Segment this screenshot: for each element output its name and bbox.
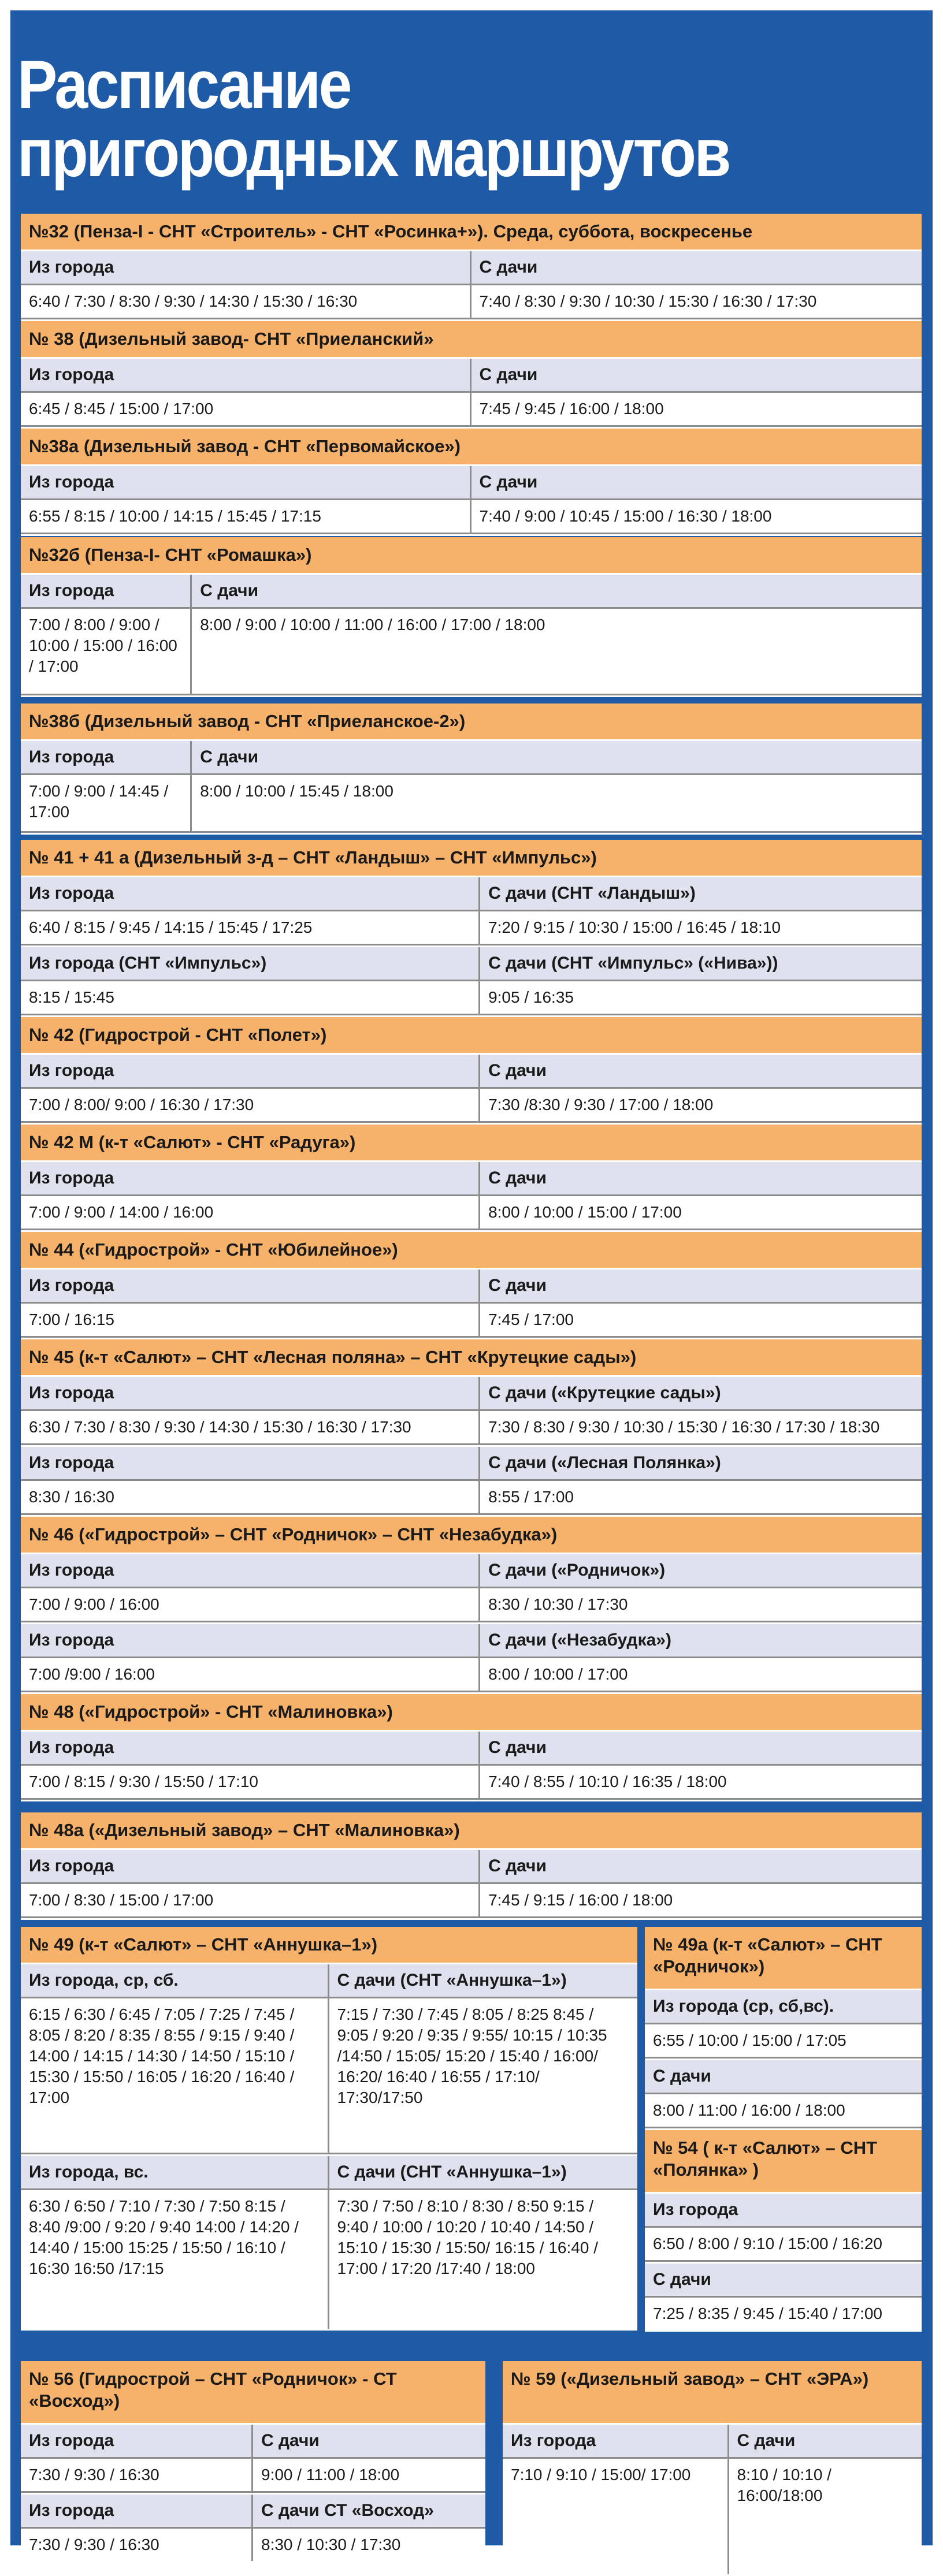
- from-dacha-label: С дачи: [471, 466, 922, 498]
- route-header: № 49 (к-т «Салют» – СНТ «Аннушка–1»): [21, 1927, 637, 1964]
- from-dacha-label: С дачи («Незабудка»): [480, 1624, 922, 1656]
- from-city-label: Из города: [503, 2425, 729, 2457]
- route-block-59: [503, 2361, 922, 2576]
- from-city-times: 7:00 / 16:15: [21, 1304, 480, 1338]
- from-city-label: Из города: [21, 1162, 480, 1194]
- from-dacha-label: С дачи: [729, 2425, 922, 2457]
- route-header: № 45 (к-т «Салют» – СНТ «Лесная поляна» – СНТ «Крутецкие сады»): [21, 1339, 922, 1377]
- from-dacha-times: 8:10 / 10:10 / 16:00/18:00: [729, 2459, 922, 2574]
- from-dacha-times: 8:30 / 10:30 / 17:30: [253, 2529, 485, 2561]
- from-dacha-times: 7:30 / 7:50 / 8:10 / 8:30 / 8:50 9:15 / 9:40 / 10:00 / 10:20 / 10:40 / 14:50 / 15:10 / 15:30 / 15:50/ 16:15 / 16:40 / 17:00 / 17:20 /17:40 / 18:00: [329, 2190, 638, 2329]
- from-dacha-times: 8:00 / 11:00 / 16:00 / 18:00: [645, 2094, 922, 2128]
- route-header: № 48 («Гидрострой» - СНТ «Малиновка»): [21, 1694, 922, 1732]
- from-dacha-label: С дачи (СНТ «Ландыш»): [480, 877, 922, 910]
- route-block-41-48: [21, 840, 922, 1801]
- from-dacha-label: С дачи: [480, 1270, 922, 1302]
- from-city-times: 6:50 / 8:00 / 9:10 / 15:00 / 16:20: [645, 2228, 922, 2262]
- route-header: № 54 ( к-т «Салют» – СНТ «Полянка» ): [645, 2130, 922, 2194]
- from-city-times: 6:45 / 8:45 / 15:00 / 17:00: [21, 393, 471, 427]
- from-city-label: Из города: [21, 251, 471, 284]
- from-dacha-times: 7:45 / 9:15 / 16:00 / 18:00: [480, 1884, 922, 1918]
- from-city-label: Из города: [21, 741, 192, 773]
- from-dacha-times: 7:30 / 8:30 / 9:30 / 10:30 / 15:30 / 16:30 / 17:30 / 18:30: [480, 1411, 922, 1445]
- route-header: № 44 («Гидрострой» - СНТ «Юбилейное»): [21, 1232, 922, 1270]
- route-header: № 42 (Гидрострой - СНТ «Полет»): [21, 1017, 922, 1055]
- from-dacha-times: 9:05 / 16:35: [480, 981, 922, 1015]
- route-header: № 42 М (к-т «Салют» - СНТ «Радуга»): [21, 1125, 922, 1162]
- from-city-label: Из города: [21, 1377, 480, 1409]
- page-title: [17, 47, 729, 191]
- route-header: №38а (Дизельный завод - СНТ «Первомайское»): [21, 429, 922, 466]
- from-city-label: Из города: [21, 359, 471, 391]
- from-city-label: Из города: [21, 877, 480, 910]
- route-block-56: [21, 2361, 485, 2563]
- from-dacha-label: С дачи (СНТ «Аннушка–1»): [329, 2156, 638, 2188]
- from-dacha-label: С дачи: [471, 251, 922, 284]
- from-city-times: 7:10 / 9:10 / 15:00/ 17:00: [503, 2459, 729, 2574]
- from-dacha-times: 7:45 / 17:00: [480, 1304, 922, 1338]
- from-dacha-label: С дачи: [645, 2060, 922, 2093]
- from-city-label: Из города, вс.: [21, 2156, 329, 2188]
- from-city-label: Из города: [21, 1850, 480, 1882]
- route-block-49a-54: [645, 1927, 922, 2332]
- from-city-times: 7:00 / 9:00 / 14:45 / 17:00: [21, 775, 192, 833]
- from-city-times: 6:40 / 8:15 / 9:45 / 14:15 / 15:45 / 17:25: [21, 911, 480, 945]
- from-city-times: 7:00 / 9:00 / 16:00: [21, 1588, 480, 1622]
- from-dacha-times: 9:00 / 11:00 / 18:00: [253, 2459, 485, 2493]
- from-dacha-times: 8:00 / 9:00 / 10:00 / 11:00 / 16:00 / 17:00 / 18:00: [192, 609, 922, 695]
- from-dacha-label: С дачи: [253, 2425, 485, 2457]
- from-city-times: 7:00 / 8:30 / 15:00 / 17:00: [21, 1884, 480, 1918]
- from-city-times: 7:30 / 9:30 / 16:30: [21, 2459, 253, 2493]
- route-block-38b: [21, 703, 922, 835]
- from-dacha-label: С дачи: [480, 1732, 922, 1764]
- from-dacha-label: С дачи (СНТ «Импульс» («Нива»)): [480, 947, 922, 980]
- from-city-label: Из города: [645, 2194, 922, 2226]
- from-city-label: Из города: [21, 1270, 480, 1302]
- route-header: №32 (Пенза-I - СНТ «Строитель» - СНТ «Росинка+»). Среда, суббота, воскресенье: [21, 214, 922, 251]
- route-header: № 59 («Дизельный завод» – СНТ «ЭРА»): [503, 2361, 922, 2425]
- from-dacha-label: С дачи (СНТ «Аннушка–1»): [329, 1964, 638, 1997]
- from-dacha-label: С дачи СТ «Восход»: [253, 2495, 485, 2527]
- from-city-times: 7:00 / 9:00 / 14:00 / 16:00: [21, 1196, 480, 1230]
- from-city-label: Из города: [21, 466, 471, 498]
- from-dacha-label: С дачи («Крутецкие сады»): [480, 1377, 922, 1409]
- from-city-times: 8:30 / 16:30: [21, 1481, 480, 1515]
- from-city-label: Из города: [21, 2425, 253, 2457]
- from-city-times: 6:55 / 8:15 / 10:00 / 14:15 / 15:45 / 17:15: [21, 500, 471, 534]
- from-dacha-label: С дачи («Лесная Полянка»): [480, 1447, 922, 1479]
- route-header: №32б (Пенза-I- СНТ «Ромашка»): [21, 537, 922, 575]
- route-header: № 56 (Гидрострой – СНТ «Родничок» - СТ «Восход»): [21, 2361, 485, 2425]
- route-block-49: [21, 1927, 637, 2331]
- route-block-48a: [21, 1812, 922, 1920]
- from-city-times: 6:55 / 10:00 / 15:00 / 17:05: [645, 2024, 922, 2058]
- from-dacha-times: 7:15 / 7:30 / 7:45 / 8:05 / 8:25 8:45 / 9:05 / 9:20 / 9:35 / 9:55/ 10:15 / 10:35 /14:50 / 15:05/ 15:20 / 15:40 / 16:00/ 16:20/ 16:40 / 16:55 / 17:10/ 17:30/17:50: [329, 1998, 638, 2154]
- from-city-times: 6:40 / 7:30 / 8:30 / 9:30 / 14:30 / 15:30 / 16:30: [21, 285, 471, 319]
- from-city-label: Из города: [21, 575, 192, 607]
- route-header: № 49а (к-т «Салют» – СНТ «Родничок»): [645, 1927, 922, 1990]
- from-city-label: Из города: [21, 2495, 253, 2527]
- from-city-label: Из города: [21, 1732, 480, 1764]
- from-city-times: 7:00 /9:00 / 16:00: [21, 1658, 480, 1692]
- title-line-2: пригородных маршрутов: [17, 115, 729, 191]
- route-block-32-38: [21, 214, 922, 536]
- from-city-label: Из города: [21, 1554, 480, 1587]
- from-city-label: Из города: [21, 1055, 480, 1087]
- from-dacha-label: С дачи: [645, 2264, 922, 2296]
- from-dacha-label: С дачи: [192, 741, 922, 773]
- schedule-page: [10, 10, 933, 2553]
- from-city-times: 7:00 / 8:15 / 9:30 / 15:50 / 17:10: [21, 1766, 480, 1800]
- from-dacha-times: 8:00 / 10:00 / 15:45 / 18:00: [192, 775, 922, 833]
- from-dacha-times: 7:20 / 9:15 / 10:30 / 15:00 / 16:45 / 18:10: [480, 911, 922, 945]
- from-city-times: 7:30 / 9:30 / 16:30: [21, 2529, 253, 2561]
- from-city-times: 8:15 / 15:45: [21, 981, 480, 1015]
- from-dacha-label: С дачи: [480, 1850, 922, 1882]
- from-dacha-label: С дачи: [192, 575, 922, 607]
- from-dacha-times: 8:30 / 10:30 / 17:30: [480, 1588, 922, 1622]
- route-header: № 38 (Дизельный завод- СНТ «Приеланский»: [21, 321, 922, 359]
- title-line-1: Расписание: [17, 47, 350, 123]
- from-city-times: 7:00 / 8:00/ 9:00 / 16:30 / 17:30: [21, 1089, 480, 1123]
- from-dacha-times: 8:55 / 17:00: [480, 1481, 922, 1515]
- from-dacha-times: 7:40 / 8:55 / 10:10 / 16:35 / 18:00: [480, 1766, 922, 1800]
- from-city-label: Из города, ср, сб.: [21, 1964, 329, 1997]
- from-dacha-times: 7:25 / 8:35 / 9:45 / 15:40 / 17:00: [645, 2298, 922, 2330]
- from-dacha-label: С дачи («Родничок»): [480, 1554, 922, 1587]
- from-city-label: Из города (ср, сб,вс).: [645, 1990, 922, 2023]
- route-header: № 41 + 41 а (Дизельный з-д – СНТ «Ландыш» – СНТ «Импульс»): [21, 840, 922, 877]
- from-city-times: 6:30 / 7:30 / 8:30 / 9:30 / 14:30 / 15:30 / 16:30 / 17:30: [21, 1411, 480, 1445]
- from-dacha-times: 8:00 / 10:00 / 17:00: [480, 1658, 922, 1692]
- from-city-times: 7:00 / 8:00 / 9:00 / 10:00 / 15:00 / 16:00 / 17:00: [21, 609, 192, 695]
- from-city-label: Из города: [21, 1447, 480, 1479]
- from-dacha-label: С дачи: [480, 1055, 922, 1087]
- from-city-times: 6:30 / 6:50 / 7:10 / 7:30 / 7:50 8:15 / 8:40 /9:00 / 9:20 / 9:40 14:00 / 14:20 / 14:40 / 15:00 15:25 / 15:50 / 16:10 / 16:30 16:50 /17:15: [21, 2190, 329, 2329]
- from-dacha-times: 8:00 / 10:00 / 15:00 / 17:00: [480, 1196, 922, 1230]
- from-dacha-times: 7:30 /8:30 / 9:30 / 17:00 / 18:00: [480, 1089, 922, 1123]
- from-city-label: Из города: [21, 1624, 480, 1656]
- from-city-times: 6:15 / 6:30 / 6:45 / 7:05 / 7:25 / 7:45 / 8:05 / 8:20 / 8:35 / 8:55 / 9:15 / 9:40 / 14:00 / 14:15 / 14:30 / 14:50 / 15:10 / 15:30 / 15:50 / 16:05 / 16:20 / 16:40 / 17:00: [21, 1998, 329, 2154]
- route-header: №38б (Дизельный завод - СНТ «Приеланское-2»): [21, 703, 922, 741]
- from-dacha-label: С дачи: [480, 1162, 922, 1194]
- from-dacha-label: С дачи: [471, 359, 922, 391]
- from-dacha-times: 7:45 / 9:45 / 16:00 / 18:00: [471, 393, 922, 427]
- route-block-32b: [21, 537, 922, 697]
- from-city-label: Из города (СНТ «Импульс»): [21, 947, 480, 980]
- from-dacha-times: 7:40 / 8:30 / 9:30 / 10:30 / 15:30 / 16:30 / 17:30: [471, 285, 922, 319]
- from-dacha-times: 7:40 / 9:00 / 10:45 / 15:00 / 16:30 / 18:00: [471, 500, 922, 534]
- route-header: № 48а («Дизельный завод» – СНТ «Малиновка»): [21, 1812, 922, 1850]
- route-header: № 46 («Гидрострой» – СНТ «Родничок» – СНТ «Незабудка»): [21, 1517, 922, 1554]
